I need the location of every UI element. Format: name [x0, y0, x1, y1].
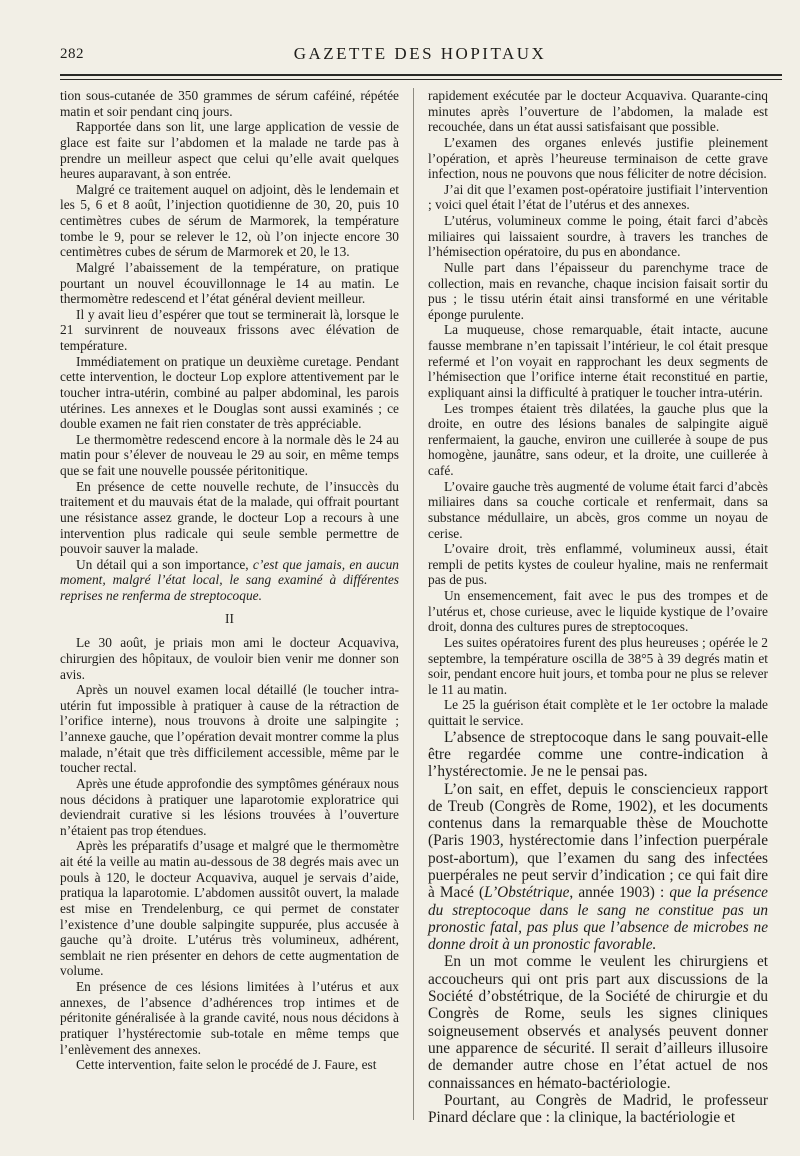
paragraph-text: Les trompes étaient très dilatées, la gauche plus que la droite, en outre des lésions banales de salpingite aiguë renfermaient, la gauche, environ une cuillerée à soupe de pus homogène, jaunâtre, sans odeur, et la droite, une cuillerée à café. — [428, 400, 768, 478]
paragraph — [60, 119, 399, 182]
paragraph — [428, 260, 768, 323]
paragraph-text: En présence de cette nouvelle rechute, de l’insuccès du traitement et du mauvais état de la malade, qui offrait pourtant une résistance assez grande, le docteur Lop a recours à une intervention plus radicale qui seule semble permettre de pouvoir sauver la malade. — [60, 478, 399, 557]
paragraph — [60, 838, 399, 979]
paragraph — [428, 781, 768, 954]
section-heading: II — [225, 610, 234, 626]
paragraph-text: L’ovaire droit, très enflammé, volumineux aussi, était rempli de petits kystes de couleur hyaline, mais ne renfermait pas de pus. — [428, 541, 768, 588]
paragraph — [428, 401, 768, 479]
journal-reference: L’Obstétrique — [484, 884, 570, 902]
paragraph-text: La muqueuse, chose remarquable, était intacte, aucune fausse membrane n’en tapissait l’intérieur, le col était presque refermé et l’on voyait en rapprochant les deux segments de l’hémisection que l’orifice interne était reconstitué en partie, expliquant ainsi la difficulté à pratiquer le toucher intra-utérin. — [428, 322, 768, 400]
paragraph — [60, 979, 399, 1057]
paragraph-text: Pourtant, au Congrès de Madrid, le professeur Pinard déclare que : la clinique, la bactériologie et — [428, 1091, 768, 1127]
paragraph-text: L’examen des organes enlevés justifie pleinement l’opération, et après l’heureuse terminaison de cette grave infection, nous ne pouvons que nous féliciter de notre décision. — [428, 134, 768, 182]
paragraph-text: Après une étude approfondie des symptômes généraux nous nous décidons à pratiquer une laparotomie exploratrice qui deviendrait curative si les lésions trouvées à l’ouverture n’étaient pas trop étendues. — [60, 775, 399, 838]
paragraph-text: L’ovaire gauche très augmenté de volume était farci d’abcès miliaires dans sa couche corticale et renfermait, dans sa substance médullaire, un abcès, gros comme un noyau de cerise. — [428, 478, 768, 541]
paragraph — [60, 260, 399, 307]
paragraph — [60, 354, 399, 432]
paragraph — [428, 588, 768, 635]
paragraph-text: Un détail qui a son importance, — [76, 556, 249, 572]
paragraph-text: Un ensemencement, fait avec le pus des trompes et de l’utérus et, chose curieuse, avec le liquide kystique de l’ovaire droit, donna des cultures pures de streptocoques. — [428, 588, 768, 635]
paragraph-text: tion sous-cutanée de 350 grammes de sérum caféiné, répétée matin et soir pendant cinq jours. — [60, 88, 399, 119]
paragraph-text: En un mot comme le veulent les chirurgiens et accoucheurs qui ont pris part aux discussions de la Société d’obstétrique, de la Société de chirurgie et du Congrès de Rome, seuls les signes cliniques soigneusement observés et analysés peuvent donner une apparence de sécurité. Il serait d’ailleurs illusoire de demander autre chose en l’état actuel de nos connaissances en hémato-bactériologie. — [428, 953, 768, 1092]
paragraph — [428, 213, 768, 260]
paragraph — [60, 1057, 399, 1073]
paragraph-text: Rapportée dans son lit, une large application de vessie de glace est faite sur l’abdomen et la malade ne tarde pas à prendre un meilleur aspect que celui qu’elle avait quelques heures auparavant, à son entrée. — [60, 119, 399, 182]
paragraph-text: Le thermomètre redescend encore à la normale dès le 24 au matin pour s’élever de nouveau le 29 au soir, en même temps que se fait une nouvelle poussée péritonitique. — [60, 431, 399, 478]
paragraph — [428, 635, 768, 698]
paragraph — [60, 682, 399, 776]
paragraph-text: En présence de ces lésions limitées à l’utérus et aux annexes, de l’absence d’adhérences trop intimes et de péritonite généralisée à la grande cavité, nous nous décidons à pratiquer l’hystérectomie sub-totale en même temps que l’enlèvement des annexes. — [60, 979, 399, 1057]
paragraph — [60, 307, 399, 354]
paragraph — [428, 541, 768, 588]
paragraph-text: L’absence de streptocoque dans le sang pouvait-elle être regardée comme une contre-indication à l’hystérectomie. Je ne le pensai pas. — [428, 728, 768, 781]
header-rule-thin — [60, 79, 782, 80]
right-column — [428, 88, 768, 1126]
paragraph-text: L’on sait, en effet, depuis le consciencieux rapport de Treub (Congrès de Rome, 1902), et les documents contenus dans la remarquable thèse de Mouchotte (Paris 1903, hystérectomie dans l’infection puerpérale post-abortum), que l’examen du sang des infectées puerpérales ne peut servir d’indication ; ce qui fait dire à Macé ( — [428, 780, 768, 902]
paragraph-text: Immédiatement on pratique un deuxième curetage. Pendant cette intervention, le docteur Lop explore attentivement par le toucher intra-utérin, combiné au palper abdominal, les parois utérines. Les annexes et le Douglas sont aussi examinés ; ce double examen ne fait rien constater de très appréciable. — [60, 353, 399, 432]
paragraph-text: Le 30 août, je priais mon ami le docteur Acquaviva, chirurgien des hôpitaux, de vouloir bien venir me donner son avis. — [60, 635, 399, 682]
left-column — [60, 88, 399, 1073]
paragraph-text: Il y avait lieu d’espérer que tout se terminerait là, lorsque le 21 survinrent de nouveaux frissons avec élévation de température. — [60, 306, 399, 353]
paragraph — [428, 697, 768, 728]
paragraph-text: rapidement exécutée par le docteur Acquaviva. Quarante-cinq minutes après l’ouverture de l’abdomen, la malade est recouchée, dans un état aussi satisfaisant que possible. — [428, 88, 768, 135]
paragraph — [60, 776, 399, 839]
paragraph-text: Après un nouvel examen local détaillé (le toucher intra-utérin fut impossible à pratiquer à cause de la rétraction de l’orifice interne), nous trouvons à droite une salpingite ; l’annexe gauche, que l’opération devait montrer comme la plus malade, n’était que très difficilement accessible, même par le toucher rectal. — [60, 682, 399, 776]
paragraph — [60, 479, 399, 557]
column-divider — [413, 88, 414, 1120]
paragraph — [60, 635, 399, 682]
paragraph-text: Après les préparatifs d’usage et malgré que le thermomètre ait été la veille au matin au-dessous de 38 degrés mais avec un pouls à 120, le docteur Acquaviva, auquel je servais d’aide, pratiqua la laparotomie. L’abdomen aussitôt ouvert, la malade est mise en Trendelenburg, ce qui permet de constater l’existence d’une double salpingite suppurée, plus accusée à gauche qu’à droite. L’utérus très volumineux, adhérent, semblait ne rien présenter en dehors de cette augmentation de volume. — [60, 838, 399, 979]
paragraph-text: Malgré ce traitement auquel on adjoint, dès le lendemain et les 5, 6 et 8 août, l’injection quotidienne de 30, 20, puis 10 centimètres cubes de sérum de Marmorek, la température tombe le 9, pour se relever le 12, où l’on injecte encore 30 centimètres cubes de sérum de Marmorek et 20, le 13. — [60, 181, 399, 260]
paragraph-text: Le 25 la guérison était complète et le 1er octobre la malade quittait le service. — [428, 697, 768, 728]
paragraph — [428, 479, 768, 542]
paragraph-text: L’utérus, volumineux comme le poing, était farci d’abcès miliaires qui laissaient sourdre, à travers les tranches de l’hémisection opératoire, du pus en abondance. — [428, 213, 768, 260]
paragraph — [428, 1092, 768, 1127]
paragraph — [428, 88, 768, 135]
paragraph — [428, 953, 768, 1091]
paragraph — [428, 182, 768, 213]
paragraph — [60, 182, 399, 260]
italic-text: c’est que jamais, en aucun moment, malgré l’état local, le sang examiné à différentes reprises ne renferma de streptocoque. — [60, 556, 399, 603]
paragraph-text: Cette intervention, faite selon le procédé de J. Faure, est — [76, 1057, 377, 1073]
paragraph — [428, 729, 768, 781]
paragraph — [428, 322, 768, 400]
paragraph — [428, 135, 768, 182]
page-header — [60, 44, 780, 68]
paragraph-text: , année 1903) : — [569, 884, 670, 902]
paragraph-text: Nulle part dans l’épaisseur du parenchyme trace de collection, mais en revanche, chaque incision faisait sortir du pus ; le tissu utérin était ainsi transformé en une véritable éponge purulente. — [428, 259, 768, 322]
journal-title: GAZETTE DES HOPITAUX — [293, 44, 547, 63]
paragraph — [60, 432, 399, 479]
paragraph-text: Les suites opératoires furent des plus heureuses ; opérée le 2 septembre, la température oscilla de 38°5 à 39 degrés matin et soir, pendant encore huit jours, et tomba pour ne plus se relever le 11 au matin. — [428, 634, 768, 697]
header-rule-thick — [60, 74, 782, 76]
paragraph — [60, 557, 399, 604]
paragraph — [60, 88, 399, 119]
page-number: 282 — [60, 46, 84, 62]
paragraph-text: Malgré l’abaissement de la température, on pratique pourtant un nouvel écouvillonnage le 14 au matin. Le thermomètre redescend et l’état général devient meilleur. — [60, 259, 399, 307]
italic-text: que la présence du streptocoque dans le sang ne constitue pas un pronostic fatal, pas plus que l’absence de microbes ne donne droit à un pronostic favorable. — [428, 884, 768, 954]
paragraph-text: J’ai dit que l’examen post-opératoire justifiait l’intervention ; voici quel était l’état de l’utérus et des annexes. — [428, 181, 768, 213]
